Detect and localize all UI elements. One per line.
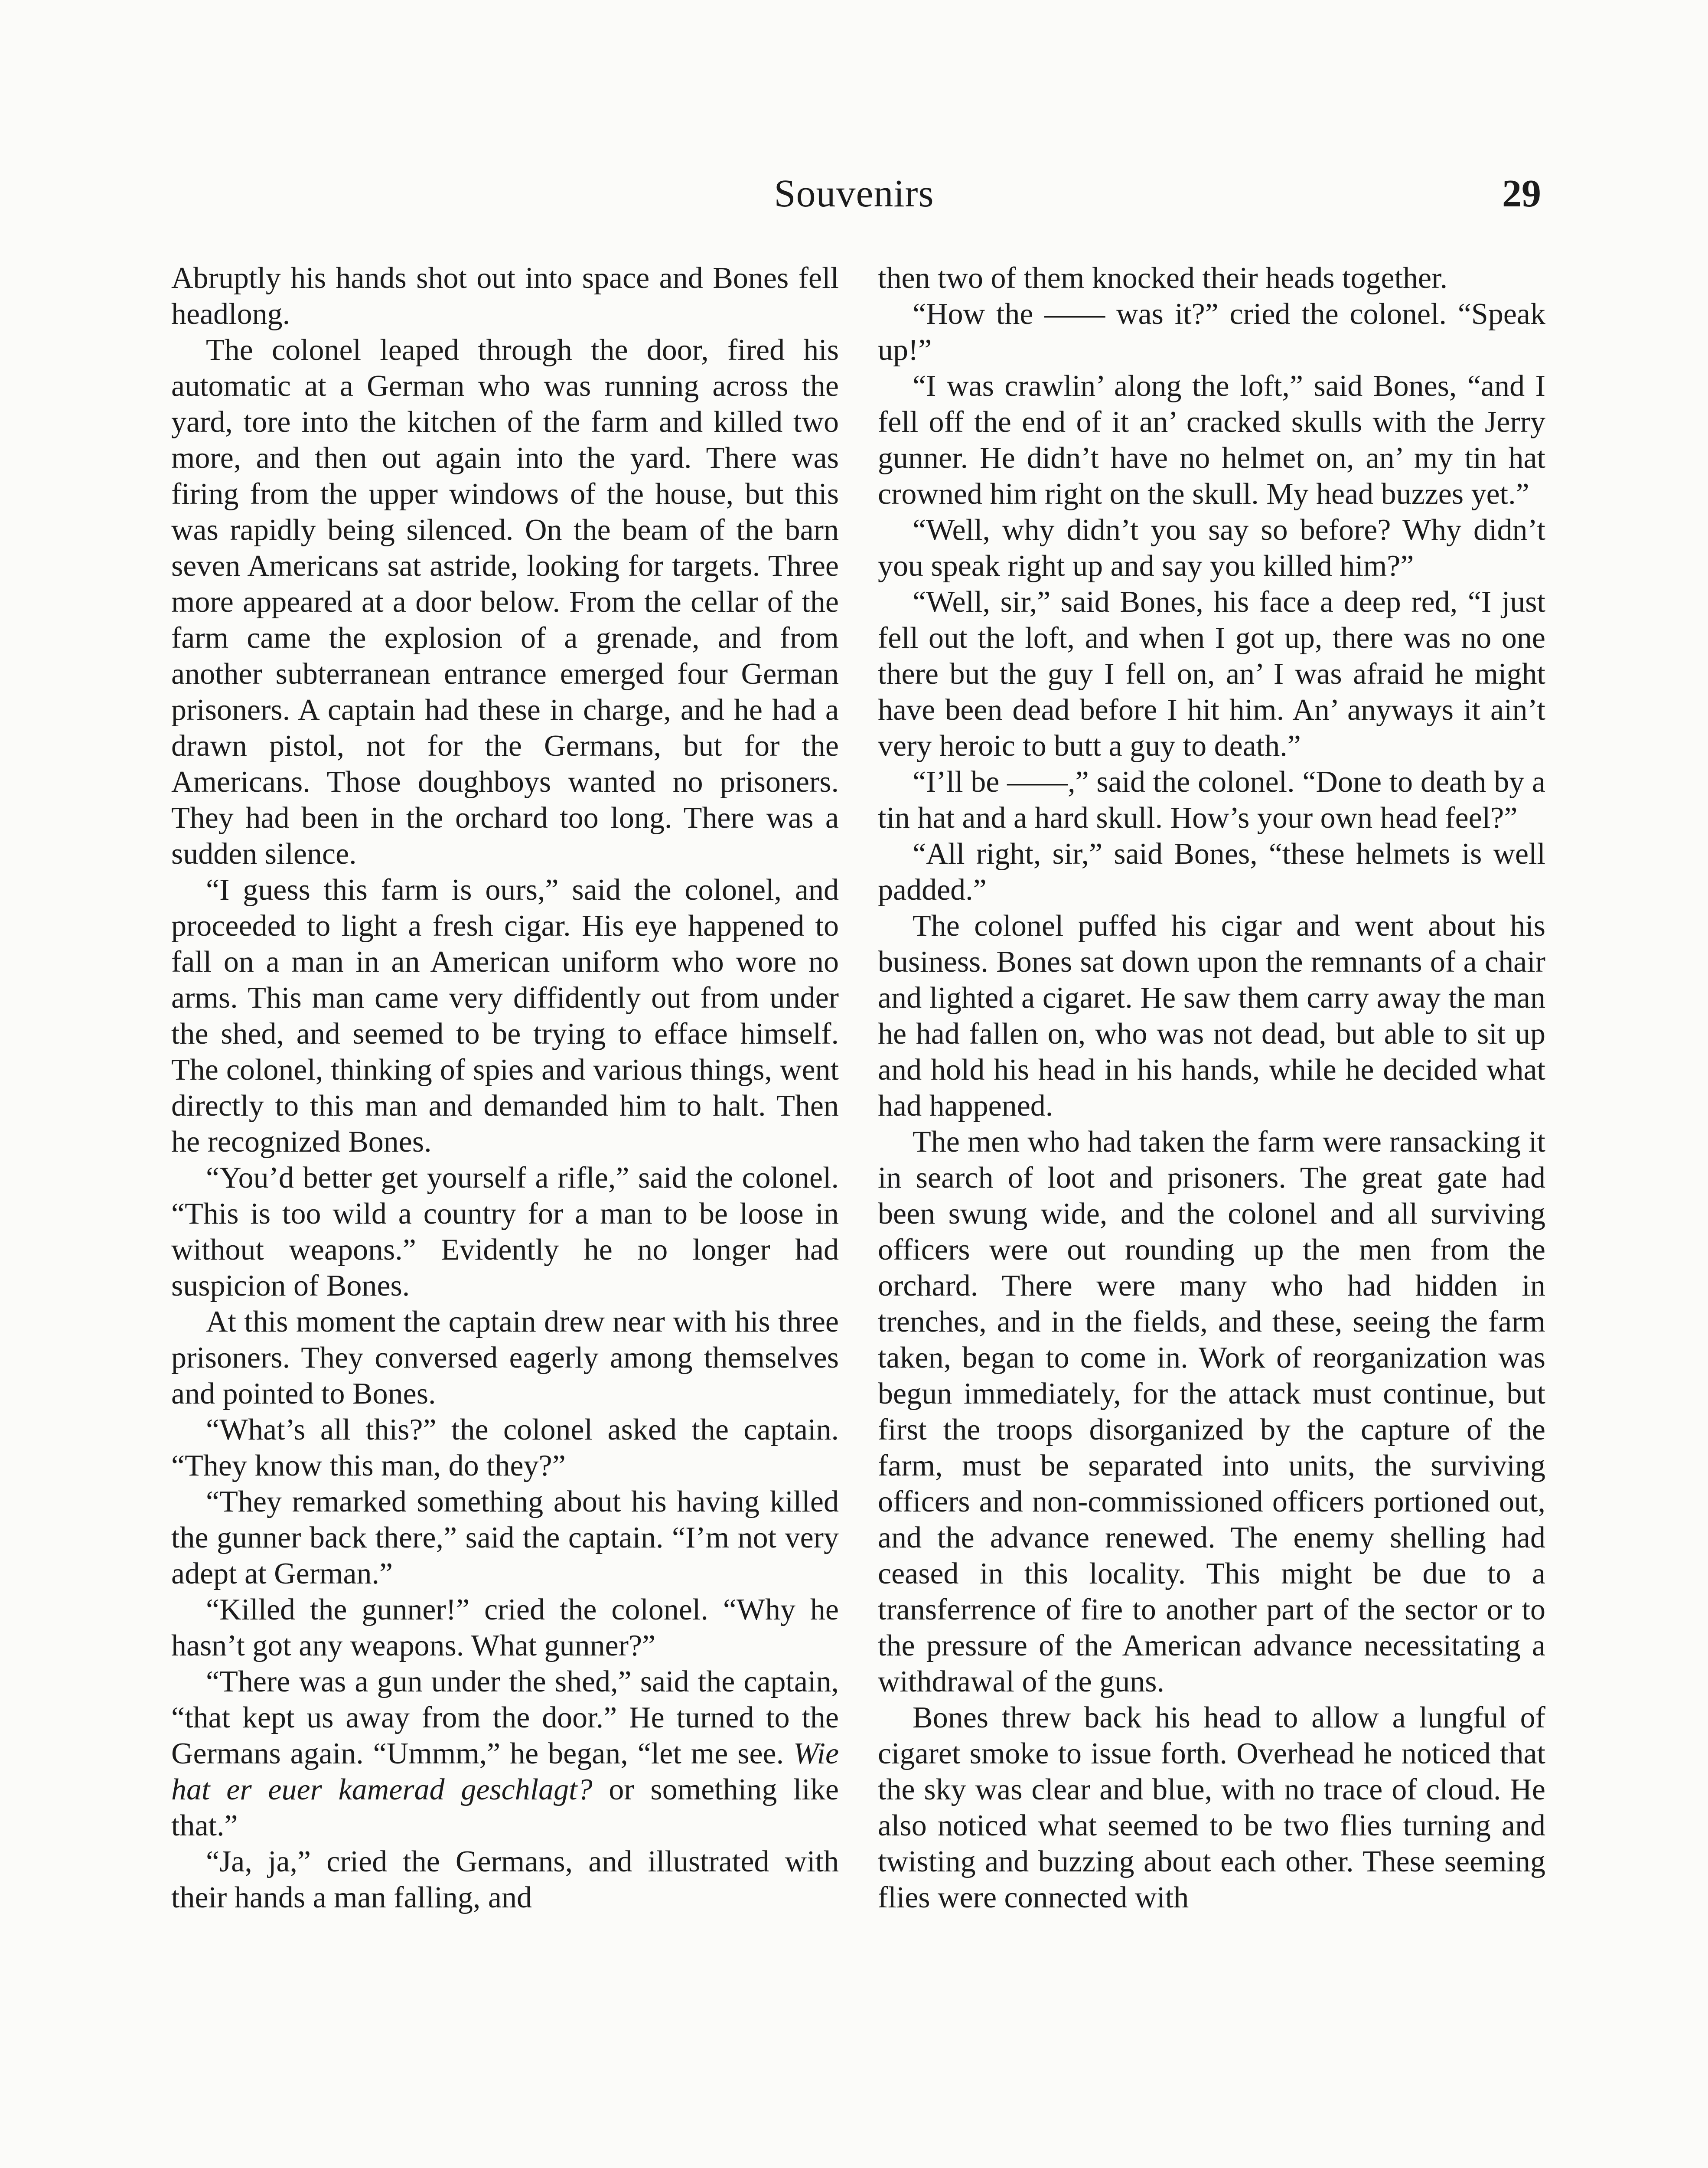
paragraph: Abruptly his hands shot out into space and Bones fell headlong. [171,261,839,331]
paragraph: “Well, sir,” said Bones, his face a deep red, “I just fell out the loft, and when I got up, there was no one there but the guy I fell on, an’ I was afraid he might have been dead before I hit him. An’ anyways it ain’t very heroic to butt a guy to death.” [878,585,1545,763]
paragraph: “I guess this farm is ours,” said the colonel, and proceeded to light a fresh cigar. His eye happened to fall on a man in an American uniform who wore no arms. This man came very diffidently out from under the shed, and seemed to be trying to efface himself. The colonel, thinking of spies and various things, went directly to this man and demanded him to halt. Then he recognized Bones. [171,873,839,1159]
page-number: 29 [1502,172,1541,215]
paragraph-text-tail: or something like that.” [171,1773,839,1842]
paragraph: The colonel puffed his cigar and went about his business. Bones sat down upon the remnants of a chair and lighted a cigaret. He saw them carry away the man he had fallen on, who was not dead, but able to sit up and hold his head in his hands, while he decided what had happened. [878,909,1545,1123]
paragraph: Bones threw back his head to allow a lungful of cigaret smoke to issue forth. Overhead he noticed that the sky was clear and blue, with no trace of cloud. He also noticed what seemed to be two flies turning and twisting and buzzing about each other. These seeming flies were connected with [878,1701,1545,1914]
paragraph: then two of them knocked their heads together. [878,261,1448,295]
paragraph: The colonel leaped through the door, fired his automatic at a German who was running across the yard, tore into the kitchen of the farm and killed two more, and then out again into the yard. There was firing from the upper windows of the house, but this was rapidly being silenced. On the beam of the barn seven Americans sat astride, looking for targets. Three more appeared at a door below. From the cellar of the farm came the explosion of a grenade, and from another subterranean entrance emerged four German prisoners. A captain had these in charge, and he had a drawn pistol, not for the Germans, but for the Americans. Those doughboys wanted no prisoners. They had been in the orchard too long. There was a sudden silence. [171,333,839,871]
paragraph: The men who had taken the farm were ransacking it in search of loot and prisoners. The great gate had been swung wide, and the colonel and all surviving officers were out rounding up the men from the orchard. There were many who had hidden in trenches, and in the fields, and these, seeing the farm taken, began to come in. Work of reorganization was begun immediately, for the attack must continue, but first the troops disorganized by the capture of the farm, must be separated into units, the surviving officers and non-commissioned officers portioned out, and the advance renewed. The enemy shelling had ceased in this locality. This might be due to a transferrence of fire to another part of the sector or to the pressure of the American advance necessitating a withdrawal of the guns. [878,1125,1545,1698]
paragraph-text: “There was a gun under the shed,” said the captain, “that kept us away from the door.” He turned to the Germans again. “Ummm,” he began, “let me see. [171,1665,839,1770]
paragraph: “Well, why didn’t you say so before? Why didn’t you speak right up and say you killed him?” [878,513,1545,583]
paragraph: “Ja, ja,” cried the Germans, and illustrated with their hands a man falling, and [171,1845,839,1914]
paragraph: “What’s all this?” the colonel asked the captain. “They know this man, do they?” [171,1413,839,1482]
paragraph [171,1664,839,1844]
right-text-column [878,260,1545,1916]
left-text-column [171,260,839,1916]
paragraph: “I was crawlin’ along the loft,” said Bones, “and I fell off the end of it an’ cracked skulls with the Jerry gunner. He didn’t have no helmet on, an’ my tin hat crowned him right on the skull. My head buzzes yet.” [878,369,1545,511]
german-phrase: Wie hat er euer kamerad geschlagt? [171,1737,839,1806]
paragraph: “I’ll be ——,” said the colonel. “Done to death by a tin hat and a hard skull. How’s your own head feel?” [878,765,1545,835]
paragraph: “You’d better get yourself a rifle,” said the colonel. “This is too wild a country for a man to be loose in without weapons.” Evidently he no longer had suspicion of Bones. [171,1161,839,1303]
paragraph: At this moment the captain drew near with his three prisoners. They conversed eagerly among themselves and pointed to Bones. [171,1305,839,1411]
paragraph: “How the —— was it?” cried the colonel. “Speak up!” [878,297,1545,367]
paragraph: “Killed the gunner!” cried the colonel. “Why he hasn’t got any weapons. What gunner?” [171,1593,839,1662]
paragraph: “All right, sir,” said Bones, “these helmets is well padded.” [878,837,1545,907]
paragraph: “They remarked something about his having killed the gunner back there,” said the captain. “I’m not very adept at German.” [171,1485,839,1590]
running-header-title: Souvenirs [774,172,934,215]
